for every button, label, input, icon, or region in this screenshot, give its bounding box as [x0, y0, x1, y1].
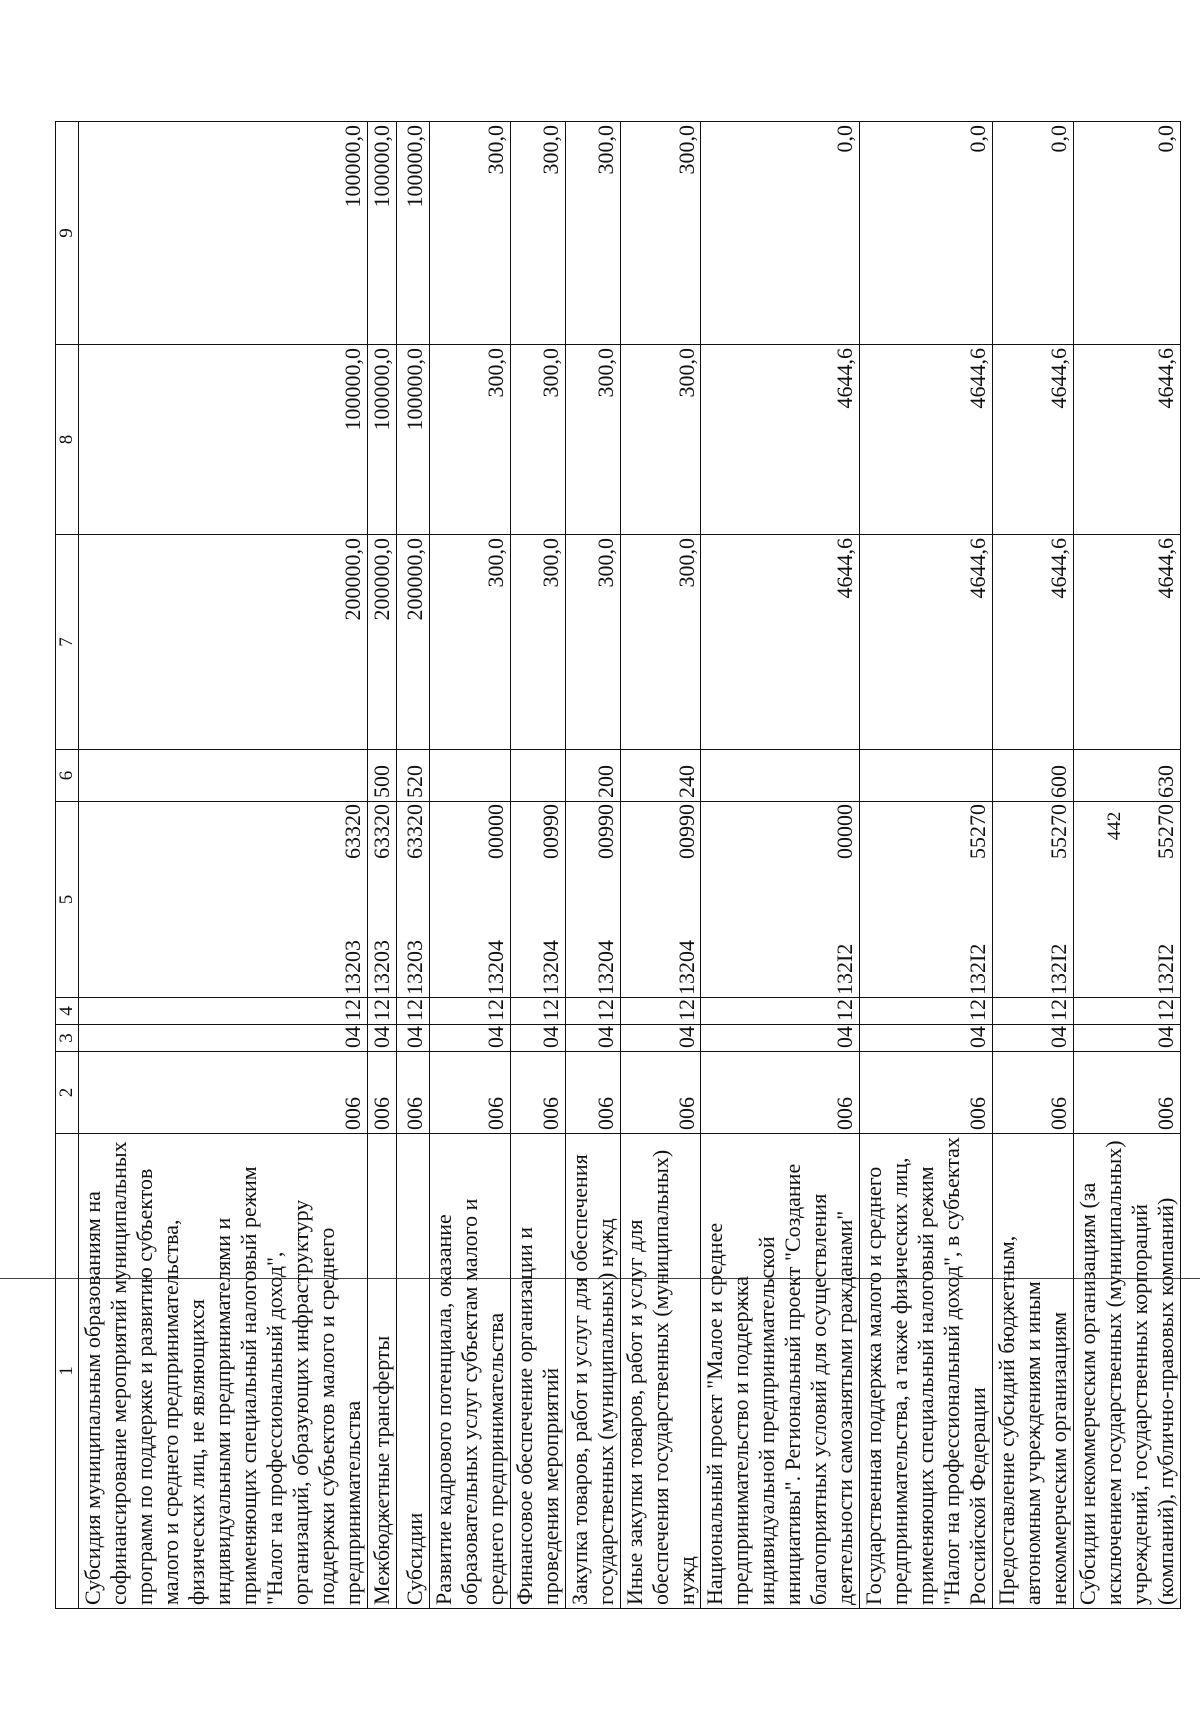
column-header: 8	[56, 345, 79, 535]
amount-2024: 100000,0	[396, 345, 429, 535]
target-article-parts	[1046, 804, 1072, 995]
table-row	[620, 122, 701, 1609]
target-article-suffix: 00000	[832, 804, 858, 859]
target-article-prefix: 13203	[368, 940, 394, 995]
target-article-suffix: 00990	[592, 804, 618, 859]
amount-2024: 300,0	[429, 345, 510, 535]
amount-2023: 300,0	[510, 535, 565, 750]
table-row	[860, 122, 993, 1609]
target-article-code	[992, 802, 1073, 998]
ministry-code: 006	[701, 1052, 860, 1134]
amount-2023: 4644,6	[701, 535, 860, 750]
amount-2025: 0,0	[701, 122, 860, 345]
section-code: 04	[620, 1025, 701, 1052]
table-row	[992, 122, 1073, 1609]
expense-type-code: 520	[396, 750, 429, 802]
row-name: Предоставление субсидий бюджетным, автономным учреждениям и иным некоммерческим организациям	[992, 1134, 1073, 1609]
target-article-suffix: 00000	[482, 804, 508, 859]
target-article-prefix: 132I2	[1045, 943, 1071, 995]
amount-2023: 300,0	[620, 535, 701, 750]
section-code: 04	[367, 1025, 396, 1052]
amount-2024: 300,0	[565, 345, 620, 535]
amount-2025: 0,0	[860, 122, 993, 345]
amount-2023: 4644,6	[860, 535, 993, 750]
target-article-suffix: 63320	[368, 804, 394, 859]
target-article-suffix: 00990	[673, 804, 699, 859]
target-article-code	[79, 802, 367, 998]
expense-type-code	[429, 750, 510, 802]
row-name: Субсидии	[396, 1134, 429, 1609]
amount-2023: 200000,0	[396, 535, 429, 750]
amount-2025: 300,0	[510, 122, 565, 345]
target-article-prefix: 13204	[673, 940, 699, 995]
expense-type-code: 630	[1073, 750, 1180, 802]
column-header: 2	[56, 1052, 79, 1134]
subsection-code: 12	[565, 998, 620, 1025]
target-article-suffix: 55270	[1152, 804, 1178, 859]
amount-2023: 4644,6	[992, 535, 1073, 750]
section-code: 04	[860, 1025, 993, 1052]
row-name: Субсидии некоммерческим организациям (за исключением государственных (муниципальных) учреждений, государственных корпораций (компаний), публично-правовых компаний)	[1073, 1134, 1180, 1609]
target-article-parts	[674, 804, 700, 995]
target-article-code	[860, 802, 993, 998]
target-article-prefix: 13203	[339, 940, 365, 995]
ministry-code: 006	[992, 1052, 1073, 1134]
column-header: 9	[56, 122, 79, 345]
target-article-parts	[340, 804, 366, 995]
section-code: 04	[396, 1025, 429, 1052]
section-code: 04	[79, 1025, 367, 1052]
amount-2025: 0,0	[992, 122, 1073, 345]
amount-2023: 200000,0	[367, 535, 396, 750]
column-header: 6	[56, 750, 79, 802]
expense-type-code	[510, 750, 565, 802]
section-code: 04	[429, 1025, 510, 1052]
target-article-code	[701, 802, 860, 998]
column-header: 3	[56, 1025, 79, 1052]
table-row	[701, 122, 860, 1609]
expense-type-code	[701, 750, 860, 802]
row-name: Государственная поддержка малого и среднего предпринимательства, а также физических лиц, применяющих специальный налоговый режим "Налог на профессиональный доход", в субъектах Российской Федерации	[860, 1134, 993, 1609]
amount-2024: 300,0	[620, 345, 701, 535]
amount-2024: 4644,6	[860, 345, 993, 535]
target-article-parts	[483, 804, 509, 995]
expense-type-code: 500	[367, 750, 396, 802]
target-article-code	[510, 802, 565, 998]
section-code: 04	[992, 1025, 1073, 1052]
target-article-prefix: 132I2	[1152, 943, 1178, 995]
amount-2023: 4644,6	[1073, 535, 1180, 750]
amount-2025: 300,0	[565, 122, 620, 345]
section-code: 04	[1073, 1025, 1180, 1052]
target-article-prefix: 13204	[592, 940, 618, 995]
subsection-code: 12	[367, 998, 396, 1025]
amount-2025: 100000,0	[396, 122, 429, 345]
ministry-code: 006	[860, 1052, 993, 1134]
row-name: Развитие кадрового потенциала, оказание образовательных услуг субъектам малого и среднего предпринимательства	[429, 1134, 510, 1609]
target-article-parts	[538, 804, 564, 995]
subsection-code: 12	[510, 998, 565, 1025]
ministry-code: 006	[565, 1052, 620, 1134]
amount-2024: 300,0	[510, 345, 565, 535]
amount-2023: 200000,0	[79, 535, 367, 750]
target-article-parts	[402, 804, 428, 995]
target-article-prefix: 13203	[401, 940, 427, 995]
amount-2024: 4644,6	[701, 345, 860, 535]
amount-2024: 100000,0	[79, 345, 367, 535]
amount-2025: 100000,0	[79, 122, 367, 345]
target-article-parts	[369, 804, 395, 995]
target-article-code	[429, 802, 510, 998]
target-article-suffix: 63320	[401, 804, 427, 859]
amount-2025: 300,0	[429, 122, 510, 345]
table-row	[510, 122, 565, 1609]
ministry-code: 006	[429, 1052, 510, 1134]
amount-2023: 300,0	[429, 535, 510, 750]
section-code: 04	[565, 1025, 620, 1052]
target-article-suffix: 63320	[339, 804, 365, 859]
expense-type-code	[860, 750, 993, 802]
ministry-code: 006	[79, 1052, 367, 1134]
expense-type-code	[79, 750, 367, 802]
column-header: 5	[56, 802, 79, 998]
section-code: 04	[510, 1025, 565, 1052]
amount-2025: 0,0	[1073, 122, 1180, 345]
subsection-code: 12	[79, 998, 367, 1025]
expense-type-code: 240	[620, 750, 701, 802]
subsection-code: 12	[701, 998, 860, 1025]
target-article-prefix: 132I2	[832, 943, 858, 995]
ministry-code: 006	[510, 1052, 565, 1134]
column-header: 4	[56, 998, 79, 1025]
expense-type-code: 200	[565, 750, 620, 802]
row-name: Национальный проект "Малое и среднее предпринимательство и поддержка индивидуальной предпринимательской инициативы". Региональный проект "Создание благоприятных условий для осуществления деятельности самозанятыми гражданами"	[701, 1134, 860, 1609]
row-name: Межбюджетные трансферты	[367, 1134, 396, 1609]
table-row	[367, 122, 396, 1609]
target-article-code	[620, 802, 701, 998]
target-article-parts	[965, 804, 991, 995]
target-article-suffix: 55270	[965, 804, 990, 859]
table-row	[1073, 122, 1180, 1609]
page-number: 442	[1104, 811, 1125, 841]
target-article-prefix: 13204	[537, 940, 563, 995]
table-row	[396, 122, 429, 1609]
amount-2023: 300,0	[565, 535, 620, 750]
table-row	[429, 122, 510, 1609]
budget-table	[55, 121, 1181, 1609]
amount-2025: 300,0	[620, 122, 701, 345]
target-article-parts	[1153, 804, 1179, 995]
target-article-parts	[832, 804, 858, 995]
column-header: 7	[56, 535, 79, 750]
table-row	[565, 122, 620, 1609]
target-article-suffix: 55270	[1045, 804, 1071, 859]
subsection-code: 12	[396, 998, 429, 1025]
row-name: Закупка товаров, работ и услуг для обеспечения государственных (муниципальных) нужд	[565, 1134, 620, 1609]
target-article-code	[367, 802, 396, 998]
amount-2025: 100000,0	[367, 122, 396, 345]
ministry-code: 006	[367, 1052, 396, 1134]
subsection-code: 12	[429, 998, 510, 1025]
target-article-suffix: 00990	[537, 804, 563, 859]
ministry-code: 006	[620, 1052, 701, 1134]
target-article-parts	[593, 804, 619, 995]
header-row	[56, 122, 79, 1609]
table-row	[79, 122, 367, 1609]
amount-2024: 100000,0	[367, 345, 396, 535]
target-article-code	[565, 802, 620, 998]
subsection-code: 12	[620, 998, 701, 1025]
amount-2024: 4644,6	[1073, 345, 1180, 535]
ministry-code: 006	[396, 1052, 429, 1134]
target-article-prefix: 132I2	[965, 943, 990, 995]
subsection-code: 12	[1073, 998, 1180, 1025]
subsection-code: 12	[860, 998, 993, 1025]
section-code: 04	[701, 1025, 860, 1052]
row-name: Иные закупки товаров, работ и услуг для обеспечения государственных (муниципальных) нужд	[620, 1134, 701, 1609]
row-name: Финансовое обеспечение организации и проведения мероприятий	[510, 1134, 565, 1609]
target-article-code	[1073, 802, 1180, 998]
target-article-prefix: 13204	[482, 940, 508, 995]
column-header: 1	[56, 1134, 79, 1609]
amount-2024: 4644,6	[992, 345, 1073, 535]
subsection-code: 12	[992, 998, 1073, 1025]
row-name: Субсидия муниципальным образованиям на софинансирование мероприятий муниципальных программ по поддержке и развитию субъектов малого и среднего предпринимательства, физических лиц, не являющихся индивидуальными предпринимателями и применяющих специальный налоговый режим "Налог на профессиональный доход", организаций, образующих инфраструктуру поддержки субъектов малого и среднего предпринимательства	[79, 1134, 367, 1609]
expense-type-code: 600	[992, 750, 1073, 802]
target-article-code	[396, 802, 429, 998]
ministry-code: 006	[1073, 1052, 1180, 1134]
